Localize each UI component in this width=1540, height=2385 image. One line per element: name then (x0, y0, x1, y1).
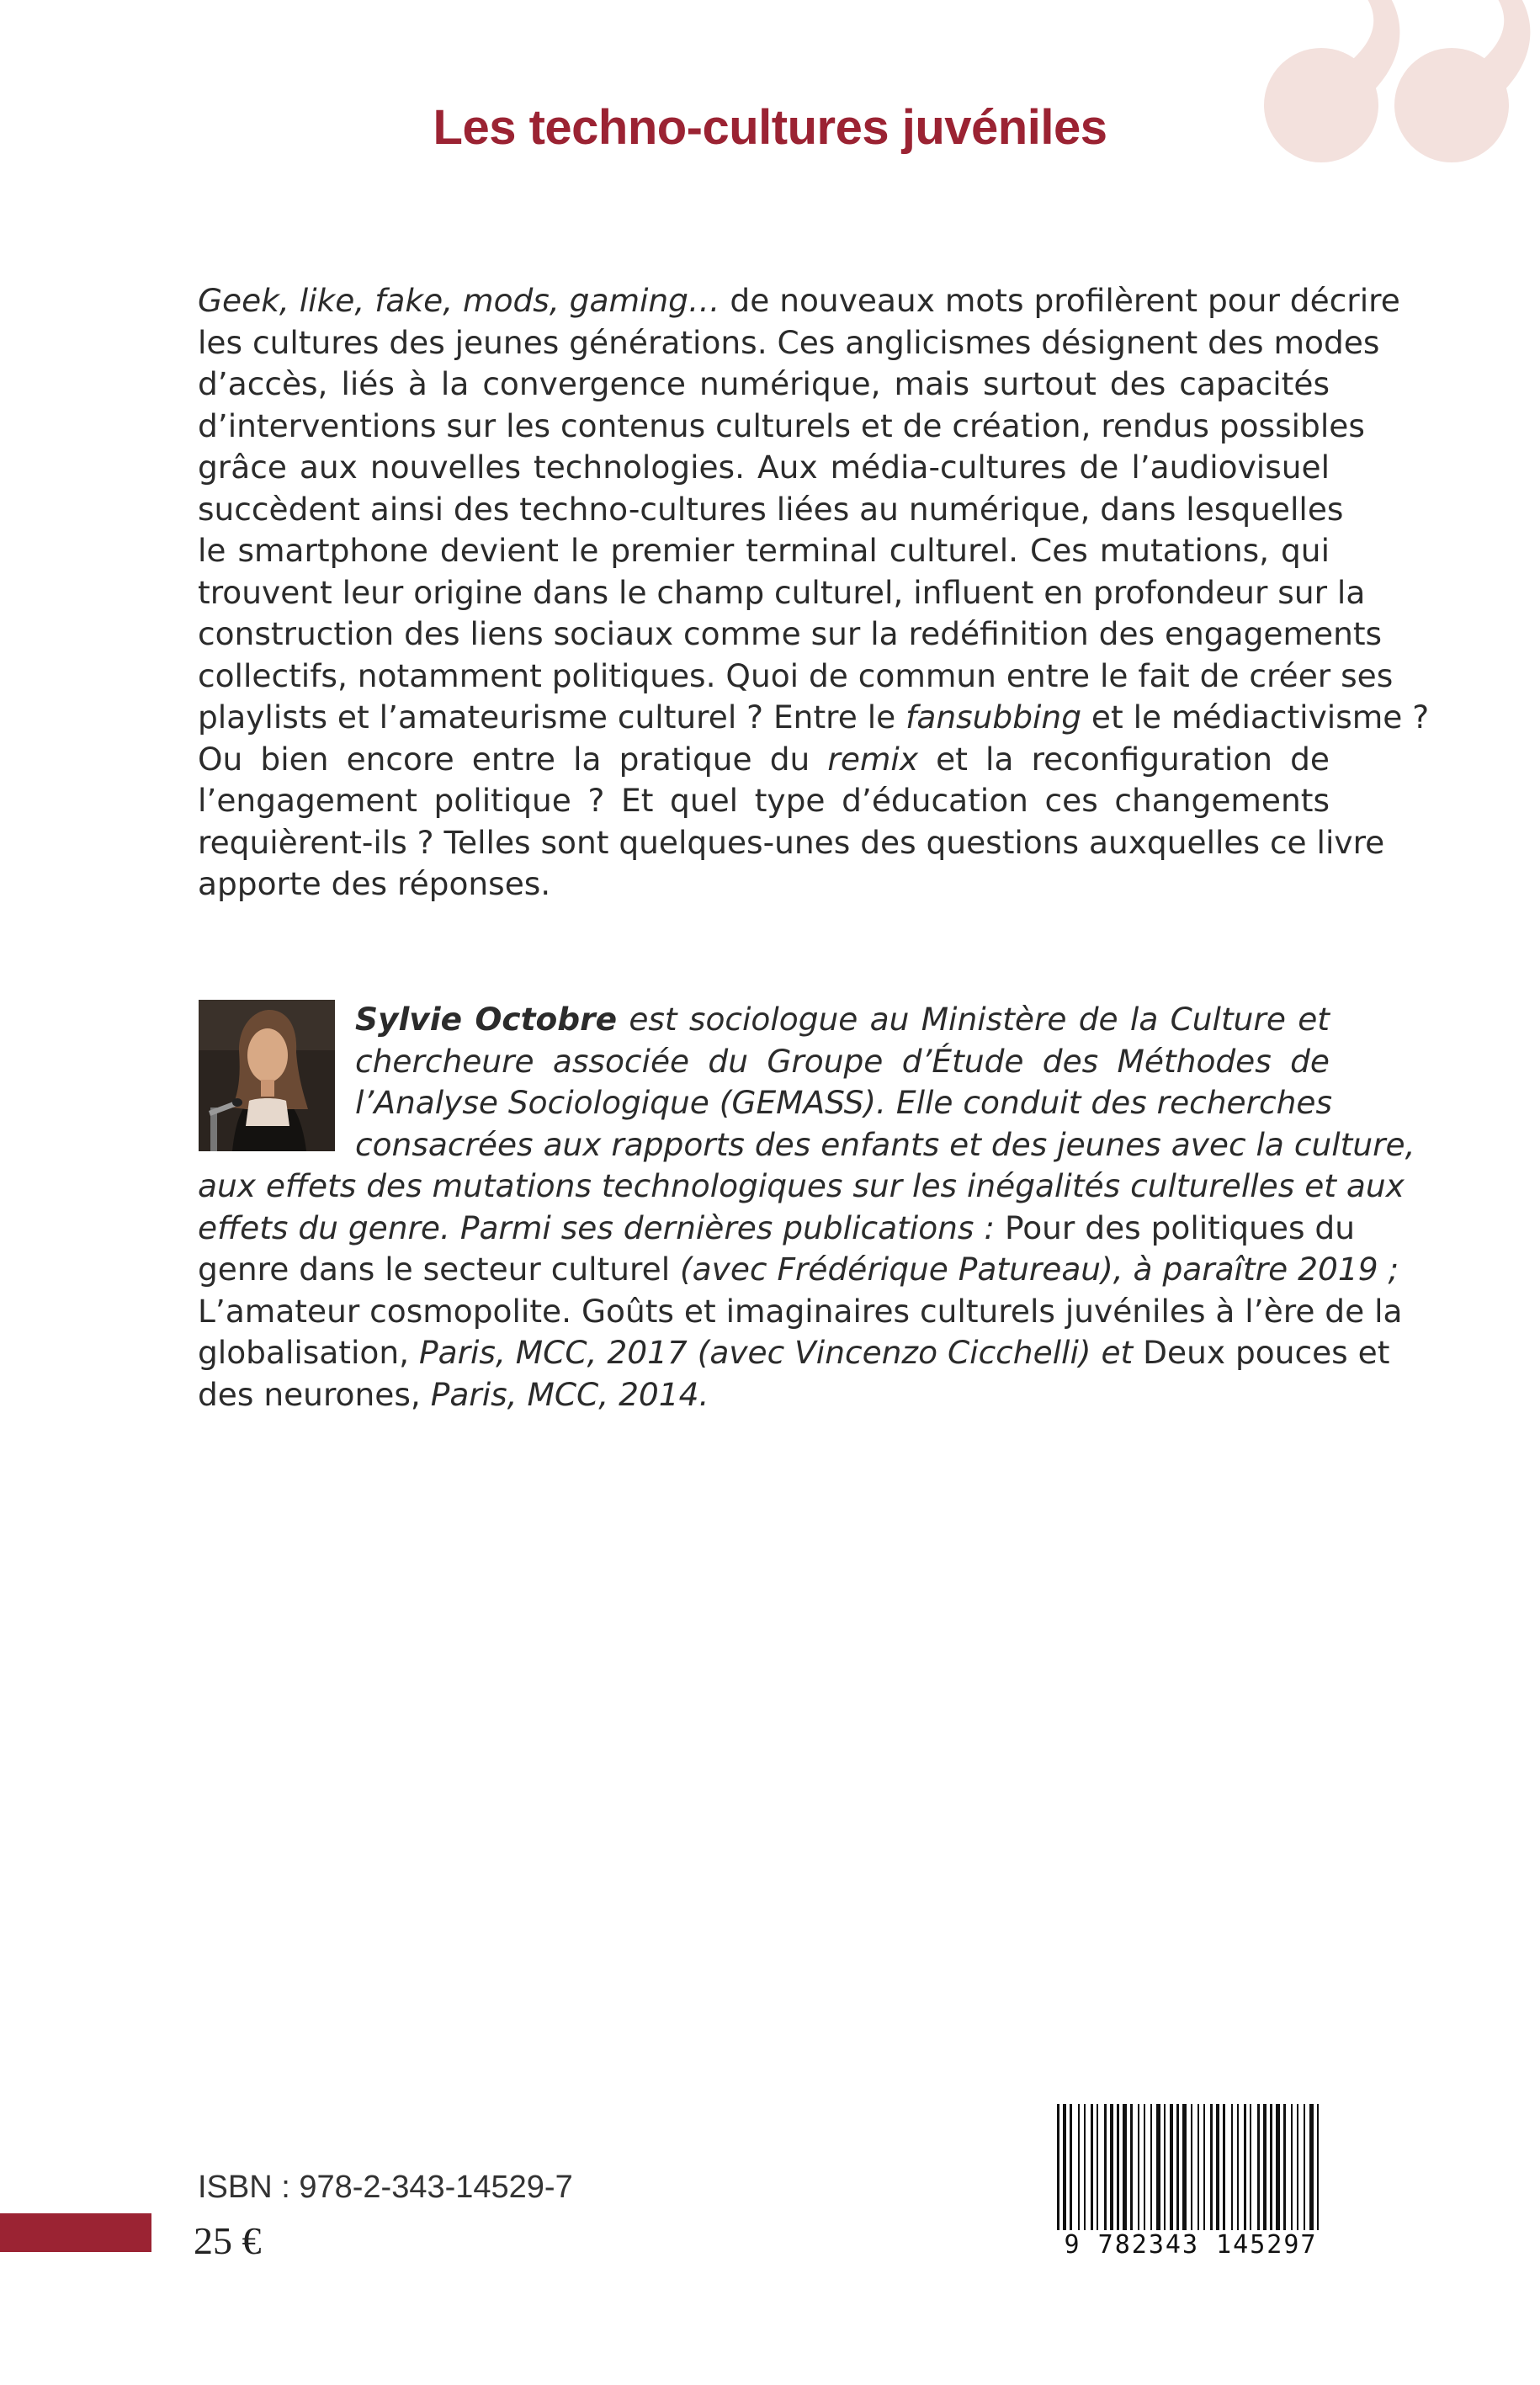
publication-title: globalisation, (198, 1334, 410, 1371)
barcode-bar (1138, 2104, 1139, 2251)
barcode-bar (1250, 2104, 1251, 2251)
barcode-bar (1144, 2104, 1145, 2251)
blurb-text: et le médiactivisme ? (1081, 699, 1430, 736)
blurb-text: de nouveaux mots profilèrent pour décrire (720, 282, 1400, 319)
bio-line (198, 1332, 1390, 1374)
blurb (198, 280, 1430, 906)
barcode-bar (1097, 2104, 1098, 2251)
barcode-bar (1117, 2104, 1119, 2251)
barcode-bar (1216, 2104, 1219, 2251)
barcode-bar (1309, 2104, 1314, 2251)
barcode-bar (1176, 2104, 1179, 2251)
book-title: Les techno-cultures juvéniles (433, 100, 1107, 155)
barcode-bar (1203, 2104, 1205, 2251)
blurb-line: collectifs, notamment politiques. Quoi de commun entre le fait de créer ses (198, 656, 1394, 694)
barcode-bar (1263, 2104, 1267, 2251)
barcode-bar (1231, 2104, 1233, 2251)
blurb-line: requièrent-ils ? Telles sont quelques-unes des questions auxquelles ce livre (198, 823, 1385, 861)
price-label: 25 € (194, 2219, 262, 2262)
bio-line (355, 999, 1330, 1041)
barcode-bar (1164, 2104, 1166, 2251)
barcode-bar (1078, 2104, 1080, 2251)
blurb-line (198, 697, 1430, 739)
barcode-bar (1304, 2104, 1305, 2251)
publication-title: Deux pouces et (1143, 1334, 1390, 1371)
bio-line: l’Analyse Sociologique (GEMASS). Elle conduit des recherches (355, 1084, 1333, 1121)
barcode-bar (1084, 2104, 1086, 2251)
bio-line: L’amateur cosmopolite. Goûts et imaginaires culturels juvéniles à l’ère de la (198, 1292, 1403, 1330)
publication-title: Pour des politiques du (1004, 1208, 1355, 1246)
barcode-bar (1130, 2104, 1133, 2251)
barcode-bar (1104, 2104, 1107, 2251)
publication-title: genre dans le secteur culturel (198, 1251, 671, 1288)
barcode-bar (1150, 2104, 1152, 2251)
author-bio (198, 999, 1415, 1416)
blurb-line: succèdent ainsi des techno-cultures liées au numérique, dans lesquelles (198, 490, 1344, 528)
bio-text: Paris, MCC, 2017 (avec Vincenzo Cicchelli) et (409, 1334, 1144, 1371)
blurb-line: d’interventions sur les contenus culturels et de création, rendus possibles (198, 406, 1365, 444)
barcode-bar (1270, 2104, 1272, 2251)
blurb-line: d’accès, liés à la convergence numérique, mais surtout des capacités (198, 365, 1330, 402)
barcode-bar (1237, 2104, 1239, 2251)
blurb-line: trouvent leur origine dans le champ culturel, influent en profondeur sur la (198, 573, 1366, 611)
barcode-bar (1257, 2104, 1260, 2251)
blurb-term: fansubbing (905, 699, 1082, 736)
barcode-bar (1110, 2104, 1113, 2251)
bio-line: consacrées aux rapports des enfants et des jeunes avec la culture, (355, 1125, 1415, 1163)
blurb-line: le smartphone devient le premier terminal culturel. Ces mutations, qui (198, 532, 1330, 569)
bio-line (198, 1374, 1330, 1416)
barcode-bar (1317, 2104, 1319, 2251)
bio-line: aux effets des mutations technologiques sur les inégalités culturelles et aux (198, 1167, 1405, 1204)
bio-line: chercheure associée du Groupe d’Étude des Méthodes de (355, 1042, 1330, 1080)
blurb-term: remix (827, 740, 919, 778)
barcode-bar (1297, 2104, 1298, 2251)
bio-text: (avec Frédérique Patureau), à paraître 2019 ; (670, 1251, 1399, 1288)
bio-text: est sociologue au Ministère de la Culture et (617, 1001, 1330, 1038)
barcode-bar (1057, 2104, 1059, 2251)
blurb-line (198, 280, 1400, 322)
barcode-bar (1210, 2104, 1213, 2251)
blurb-text: playlists et l’amateurisme culturel ? Entre le (198, 699, 906, 736)
blurb-line: grâce aux nouvelles technologies. Aux média-cultures de l’audiovisuel (198, 449, 1330, 486)
barcode-bar (1091, 2104, 1093, 2251)
barcode-bar (1123, 2104, 1127, 2251)
barcode-bar (1244, 2104, 1246, 2251)
accent-bar (0, 2213, 151, 2252)
bio-line (198, 1249, 1399, 1291)
barcode-bar (1182, 2104, 1187, 2251)
barcode-bar (1070, 2104, 1072, 2251)
blurb-text: et la reconfiguration de (918, 740, 1330, 778)
author-name: Sylvie Octobre (355, 1001, 618, 1038)
blurb-line: apporte des réponses. (198, 865, 551, 902)
bio-text: effets du genre. Parmi ses dernières publications : (198, 1208, 1005, 1246)
barcode-bar (1191, 2104, 1192, 2251)
blurb-line: les cultures des jeunes générations. Ces anglicismes désignent des modes (198, 323, 1380, 361)
barcode-bar (1170, 2104, 1173, 2251)
bio-line (198, 1208, 1355, 1250)
isbn-label: ISBN : 978-2-343-14529-7 (198, 2170, 573, 2205)
barcode-bar (1291, 2104, 1293, 2251)
barcode-bar (1063, 2104, 1066, 2251)
barcode-digits: 9 782343 145297 (1054, 2230, 1328, 2260)
blurb-keywords: Geek, like, fake, mods, gaming… (198, 282, 720, 319)
barcode-bar (1276, 2104, 1280, 2251)
publication-title: des neurones, (198, 1375, 421, 1413)
barcode-bar (1223, 2104, 1225, 2251)
blurb-line: construction des liens sociaux comme sur la redéfinition des engagements (198, 615, 1383, 652)
barcode-bar (1197, 2104, 1199, 2251)
barcode-bar (1156, 2104, 1160, 2251)
blurb-line (198, 739, 1330, 781)
barcode-bar (1283, 2104, 1286, 2251)
blurb-text: Ou bien encore entre la pratique du (198, 740, 828, 778)
bio-text: Paris, MCC, 2014. (420, 1375, 709, 1413)
blurb-line: l’engagement politique ? Et quel type d’éducation ces changements (198, 782, 1330, 819)
